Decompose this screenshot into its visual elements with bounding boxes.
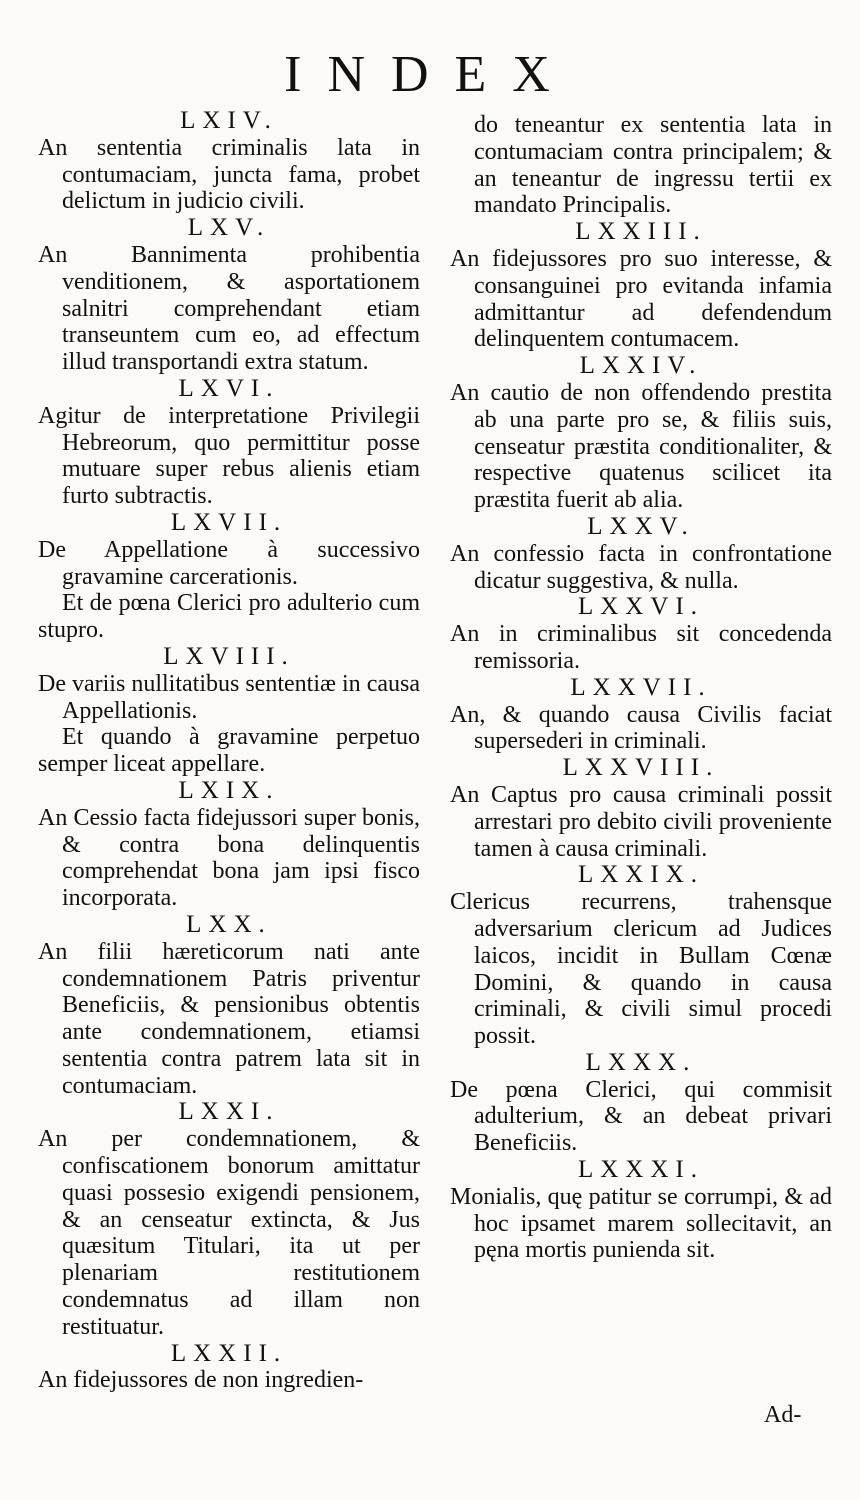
section-numeral: LXXVIII. [562, 754, 720, 782]
section-numeral: LXXIII. [575, 218, 707, 246]
index-entry: An fidejussores pro suo interesse, & consanguinei pro evitanda infamia admittantur ad defendendum delinquentem contumacem. [450, 245, 832, 353]
index-entry: An Captus pro causa criminali possit arrestari pro debito civili proveniente tamen à causa criminali. [450, 781, 832, 862]
index-subentry: Et de pœna Clerici pro adulterio cum stupro. [38, 590, 420, 644]
section-numeral: LXXVII. [570, 673, 712, 701]
section-numeral: LXIX. [178, 776, 280, 804]
index-entry: De Appellatione à successivo gravamine carcerationis. [38, 536, 420, 590]
section-numeral: LXXVI. [577, 593, 704, 621]
index-entry: Agitur de interpretatione Privilegii Hebreorum, quo permittitur posse mutuare super rebus alienis etiam furto subtractis. [38, 402, 420, 510]
index-entry: An fidejussores de non ingredien- [38, 1367, 364, 1394]
index-column-left [38, 108, 420, 1394]
page-title: INDEX [284, 46, 576, 103]
section-numeral: LXIV. [180, 107, 278, 134]
index-entry: An Bannimenta prohibentia venditionem, & asportationem salnitri comprehendant etiam transeuntem cum eo, ad effectum illud transportandi extra statum. [38, 241, 420, 376]
catchword: Ad- [764, 1402, 802, 1428]
section-numeral: LXXIV. [579, 352, 703, 380]
section-numeral: LXXXI. [577, 1156, 704, 1184]
section-numeral: LXVI. [178, 374, 280, 402]
index-entry: De variis nullitatibus sententiæ in causa Appellationis. [38, 670, 420, 724]
index-entry: An filii hæreticorum nati ante condemnationem Patris priventur Beneficiis, & pensionibus obtentis ante condemnationem, etiamsi sententia contra patrem lata sit in contumaciam. [38, 938, 420, 1099]
section-numeral: LXXX. [585, 1048, 697, 1076]
index-entry: An Cessio facta fidejussori super bonis, & contra bona delinquentis comprehendat bona jam ipsi fisco incorporata. [38, 804, 420, 912]
section-numeral: LXXV. [587, 512, 695, 540]
section-numeral: LXVIII. [163, 642, 295, 670]
index-entry-continuation: do teneantur ex sententia lata in contumaciam contra principalem; & an teneantur de ingressu tertii ex mandato Principalis. [474, 112, 832, 219]
index-entry: An in criminalibus sit concedenda remissoria. [450, 621, 832, 674]
index-entry: An confessio facta in confrontatione dicatur suggestiva, & nulla. [450, 540, 832, 594]
section-numeral: LXXII. [170, 1339, 288, 1367]
section-numeral: LXX. [186, 910, 272, 938]
index-entry: An cautio de non offendendo prestita ab una parte pro se, & filiis suis, censeatur præstita conditionaliter, & respective quatenus scilicet ita præstita fuerit ab alia. [450, 379, 832, 514]
index-entry: An per condemnationem, & confiscationem bonorum amittatur quasi possesio exigendi pensionem, & an censeatur extincta, & Jus quæsitum Titulari, ita ut per plenariam restitutionem condemnatus ad illam non restituatur. [38, 1126, 420, 1340]
section-numeral: LXVII. [170, 508, 288, 536]
section-numeral: LXXI. [178, 1098, 280, 1126]
index-column-right [450, 112, 832, 1264]
index-entry: Clericus recurrens, trahensque adversarium clericum ad Judices laicos, incidit in Bullam Cœnæ Domini, & quando in causa criminali, & civili simul procedi possit. [450, 889, 832, 1050]
section-numeral: LXV. [187, 214, 271, 242]
section-numeral: LXXIX. [577, 861, 704, 889]
index-entry: Monialis, quę patitur se corrumpi, & ad hoc ipsamet marem sollecitavit, an pęna mortis punienda sit. [450, 1183, 832, 1264]
index-entry: An, & quando causa Civilis faciat supersederi in criminali. [450, 701, 832, 755]
index-subentry: Et quando à gravamine perpetuo semper liceat appellare. [38, 724, 420, 778]
index-entry: An sententia criminalis lata in contumaciam, juncta fama, probet delictum in judicio civili. [38, 134, 420, 215]
index-entry: De pœna Clerici, qui commisit adulterium, & an debeat privari Beneficiis. [450, 1076, 832, 1157]
